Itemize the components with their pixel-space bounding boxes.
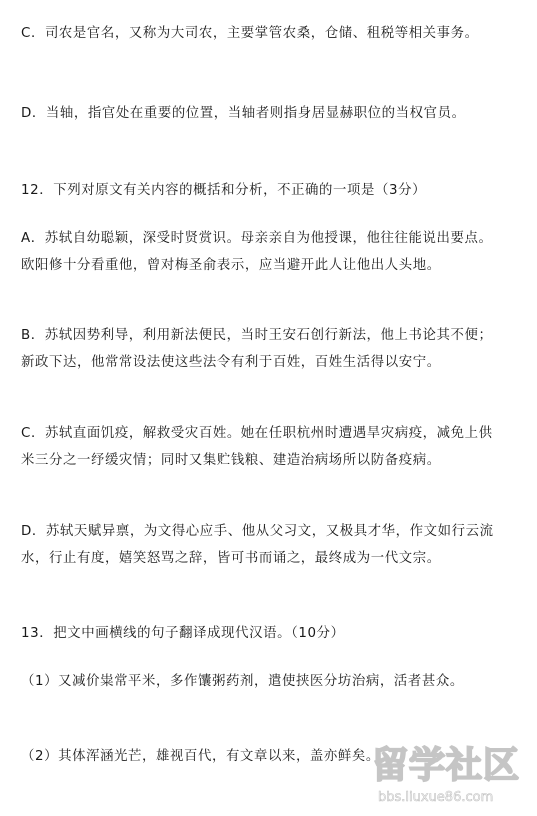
- watermark-logo: 留学社区: [372, 745, 521, 786]
- watermark-url: bbs.liuxue86.com: [378, 790, 494, 805]
- option-d-dangzhou: D．当轴，指官处在重要的位置，当轴者则指身居显赫职位的当权官员。: [21, 106, 466, 121]
- question-13-sentence-2: （2）其体浑涵光芒，雄视百代，有文章以来，盖亦鲜矣。: [21, 749, 380, 764]
- question-12-option-d: D．苏轼天赋异禀，为文得心应手、他从父习文，又极具才华，作文如行云流水，行止有度，嬉笑怒骂之辞，皆可书而诵之，最终成为一代文宗。: [21, 524, 494, 566]
- question-13-sentence-1: （1）又减价粜常平米，多作馕粥药剂，遣使挟医分坊治病，活者甚众。: [21, 674, 464, 689]
- question-12-prompt: 12．下列对原文有关内容的概括和分析，不正确的一项是（3分）: [21, 183, 427, 198]
- question-12-option-c: C．苏轼直面饥疫，解救受灾百姓。她在任职杭州时遭遇旱灾病疫，减免上供米三分之一纾缓灾情；同时又集贮钱粮、建造治病场所以防备疫病。: [21, 426, 493, 468]
- question-12-option-b: B．苏轼因势利导，利用新法便民，当时王安石创行新法，他上书论其不便；新政下达，他常常设法使这些法令有利于百姓，百姓生活得以安宁。: [21, 328, 493, 370]
- question-12-option-a: A．苏轼自幼聪颖，深受时贤赏识。母亲亲自为他授课，他往往能说出要点。欧阳修十分看重他，曾对梅圣俞表示，应当避开此人让他出人头地。: [21, 231, 493, 273]
- option-c-sinong: C．司农是官名，又称为大司农，主要掌管农桑，仓储、租税等相关事务。: [21, 26, 479, 41]
- question-13-prompt: 13．把文中画横线的句子翻译成现代汉语。（10分）: [21, 626, 345, 641]
